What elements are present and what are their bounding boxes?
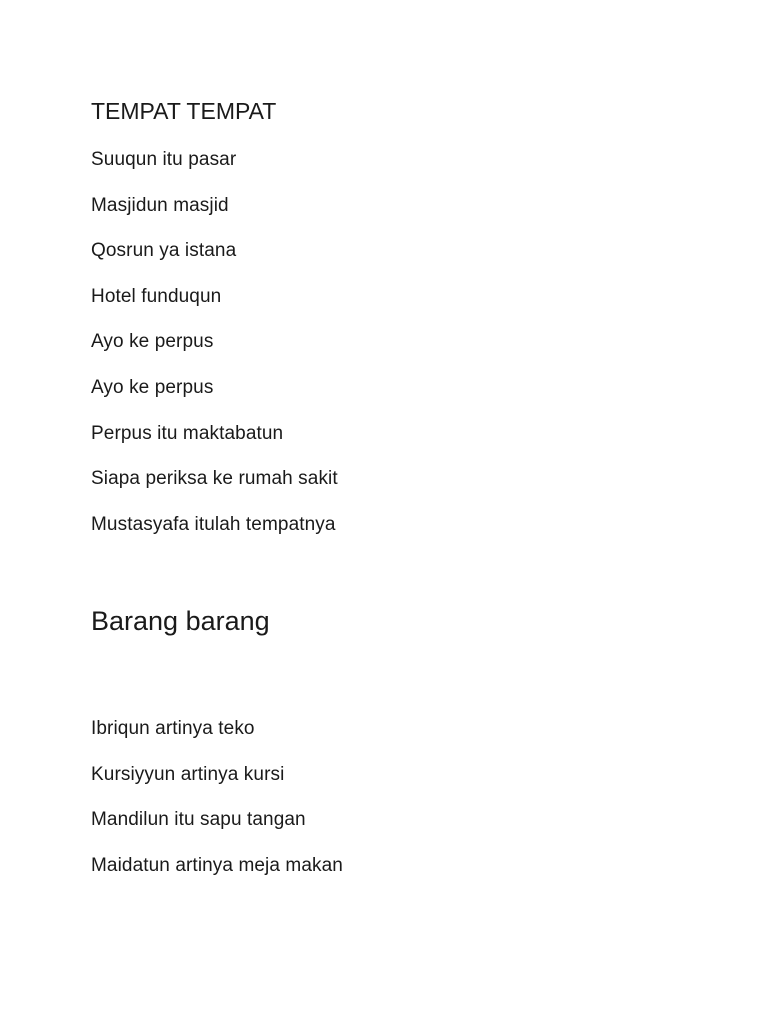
text-line: Qosrun ya istana: [91, 240, 237, 261]
section-heading-barang: Barang barang: [91, 606, 270, 636]
text-line: Kursiyyun artinya kursi: [91, 764, 285, 785]
text-line: Mandilun itu sapu tangan: [91, 809, 306, 830]
text-line: Ibriqun artinya teko: [91, 718, 255, 739]
text-line: Ayo ke perpus: [91, 331, 214, 352]
text-line: Hotel funduqun: [91, 286, 222, 307]
text-line: Siapa periksa ke rumah sakit: [91, 468, 338, 489]
text-line: Mustasyafa itulah tempatnya: [91, 514, 336, 535]
text-line: Perpus itu maktabatun: [91, 423, 284, 444]
text-line: Masjidun masjid: [91, 195, 229, 216]
section-heading-tempat: TEMPAT TEMPAT: [91, 98, 277, 124]
text-line: Maidatun artinya meja makan: [91, 855, 343, 876]
text-line: Suuqun itu pasar: [91, 149, 237, 170]
text-line: Ayo ke perpus: [91, 377, 214, 398]
